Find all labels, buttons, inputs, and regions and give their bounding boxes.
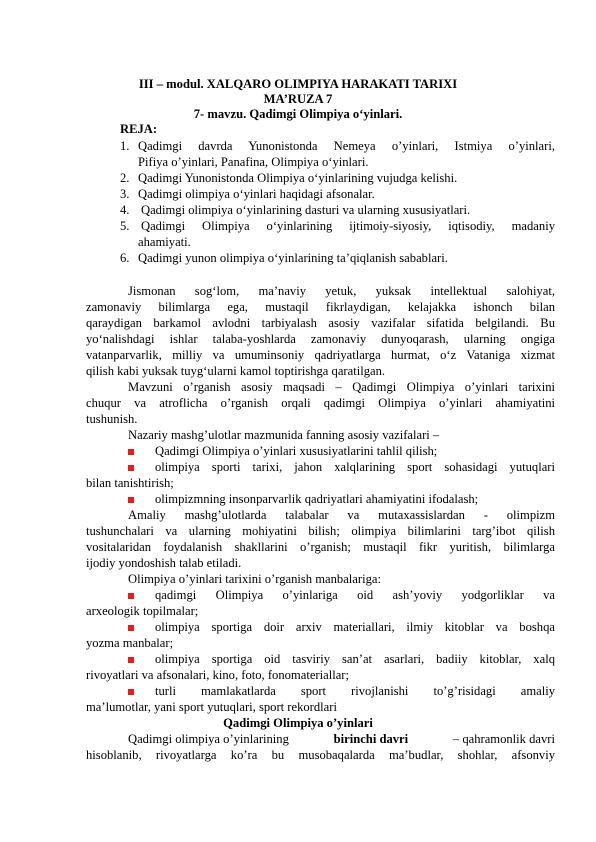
plan-number: 1. — [120, 139, 130, 153]
bullet-icon — [128, 497, 134, 503]
bullet-icon — [128, 657, 134, 663]
section-heading: Qadimgi Olimpiya o’yinlari — [223, 716, 373, 730]
bullet-item: olimpiya sportiga oid tasviriy san’at asarlari, badiiy kitoblar, xalq — [155, 652, 555, 666]
bullet-item-cont: ma’lumotlar, yani sport yutuqlari, sport rekordlari — [86, 700, 337, 714]
bullet-item: qadimgi Olimpiya o’yinlariga oid ash’yoviy yodgorliklar va — [155, 588, 555, 602]
lecture-number: MA’RUZA 7 — [263, 92, 333, 106]
bullet-icon — [128, 689, 134, 695]
bold-text: birinchi davri — [333, 732, 409, 746]
plan-number: 6. — [120, 251, 130, 265]
paragraph-line: ijodiy yondoshish talab etiladi. — [86, 556, 242, 570]
bullet-item: olimpizmning insonparvarlik qadriyatlari ahamiyatini ifodalash; — [155, 492, 479, 506]
plan-item-6: Qadimgi yunon olimpiya o‘yinlarining ta’qiqlanish sabablari. — [138, 251, 448, 265]
plan-item-5-cont: ahamiyati. — [138, 235, 191, 249]
paragraph-line: vatanparvarlik, milliy va umuminsoniy qadriyatlarga hurmat, o‘z Vataniga xizmat — [86, 348, 555, 362]
plan-item-5: Qadimgi Olimpiya o‘yinlarining ijtimoiy-siyosiy, iqtisodiy, madaniy — [141, 219, 555, 233]
plan-item-1-cont: Pifiya o’yinlari, Panafina, Olimpiya o‘yinlari. — [138, 155, 369, 169]
paragraph-line: vositalaridan foydalanish shakllarini o’rganish; mustaqil fikr yuritish, bilimlarga — [86, 540, 555, 554]
bullet-icon — [128, 449, 134, 455]
module-title: III – modul. XALQARO OLIMPIYA HARAKATI TARIXI — [138, 77, 458, 91]
paragraph-line: tushunish. — [86, 412, 138, 426]
plan-number: 2. — [120, 171, 130, 185]
bullet-icon — [128, 625, 134, 631]
paragraph-line: Mavzuni o’rganish asosiy maqsadi – Qadimgi Olimpiya o’yinlari tarixini — [128, 380, 555, 394]
bullet-item-cont: arxeologik topilmalar; — [86, 604, 199, 618]
text-run: Qadimgi olimpiya o’yinlarining — [128, 732, 289, 746]
paragraph-line: chuqur va atroflicha o’rganish orqali qadimgi Olimpiya o’yinlari ahamiyatini — [86, 396, 555, 410]
plan-item-2: Qadimgi Yunonistonda Olimpiya o‘yinlarining vujudga kelishi. — [138, 171, 458, 185]
paragraph-line: Amaliy mashg’ulotlarda talabalar va mutaxassislardan - olimpizm — [128, 508, 555, 522]
plan-number: 3. — [120, 187, 130, 201]
plan-heading: REJA: — [120, 122, 158, 136]
bullet-item-cont: bilan tanishtirish; — [86, 476, 174, 490]
bullet-icon — [128, 465, 134, 471]
topic-title: 7- mavzu. Qadimgi Olimpiya o‘yinlari. — [193, 107, 403, 121]
paragraph-line: hisoblanib, rivoyatlarga ko’ra bu musobaqalarda ma’budlar, shohlar, afsonviy — [86, 748, 555, 762]
bullet-item-cont: rivoyatlari va afsonalari, kino, foto, fonomateriallar; — [86, 668, 349, 682]
plan-number: 5. — [120, 219, 130, 233]
bullet-item-cont: yozma manbalar; — [86, 636, 174, 650]
bullet-item: olimpiya sporti tarixi, jahon xalqlarining sport sohasidagi yutuqlari — [155, 460, 555, 474]
text-run: – qahramonlik davri — [452, 732, 555, 746]
paragraph-line: Jismonan sog‘lom, ma’naviy yetuk, yuksak intellektual salohiyat, — [128, 284, 555, 298]
paragraph-line: tushunchalari va ularning mohiyatini bilish; olimpiya bilimlarini targ’ibot qilish — [86, 524, 555, 538]
bullet-icon — [128, 593, 134, 599]
paragraph-line: qaraydigan barkamol avlodni tarbiyalash asosiy vazifalar sifatida belgilandi. Bu — [86, 316, 555, 330]
paragraph-line: qilish kabi yuksak tuyg‘ularni kamol toptirishga qaratilgan. — [86, 364, 386, 378]
plan-item-3: Qadimgi olimpiya o‘yinlari haqidagi afsonalar. — [138, 187, 375, 201]
bullet-item: olimpiya sportiga doir arxiv materiallari, ilmiy kitoblar va boshqa — [155, 620, 555, 634]
plan-item-4: Qadimgi olimpiya o‘yinlarining dasturi va ularning xususiyatlari. — [141, 203, 471, 217]
plan-number: 4. — [120, 203, 130, 217]
bullet-item: turli mamlakatlarda sport rivojlanishi to’g’risidagi amaliy — [155, 684, 555, 698]
plan-item-1: Qadimgi davrda Yunonistonda Nemeya o’yinlari, Istmiya o’yinlari, — [138, 139, 555, 153]
paragraph-line — [128, 732, 555, 747]
paragraph-line: Olimpiya o’yinlari tarixini o’rganish manbalariga: — [128, 572, 381, 586]
bullet-item: Qadimgi Olimpiya o’yinlari xususiyatlarini tahlil qilish; — [155, 444, 438, 458]
paragraph-line: zamonaviy bilimlarga ega, mustaqil fikrlaydigan, kelajakka ishonch bilan — [86, 300, 555, 314]
paragraph-line: Nazariy mashg’ulotlar mazmunida fanning asosiy vazifalari – — [128, 428, 440, 442]
paragraph-line: yo‘nalishdagi ishlar talaba-yoshlarda zamonaviy dunyoqarash, ularning ongiga — [86, 332, 555, 346]
